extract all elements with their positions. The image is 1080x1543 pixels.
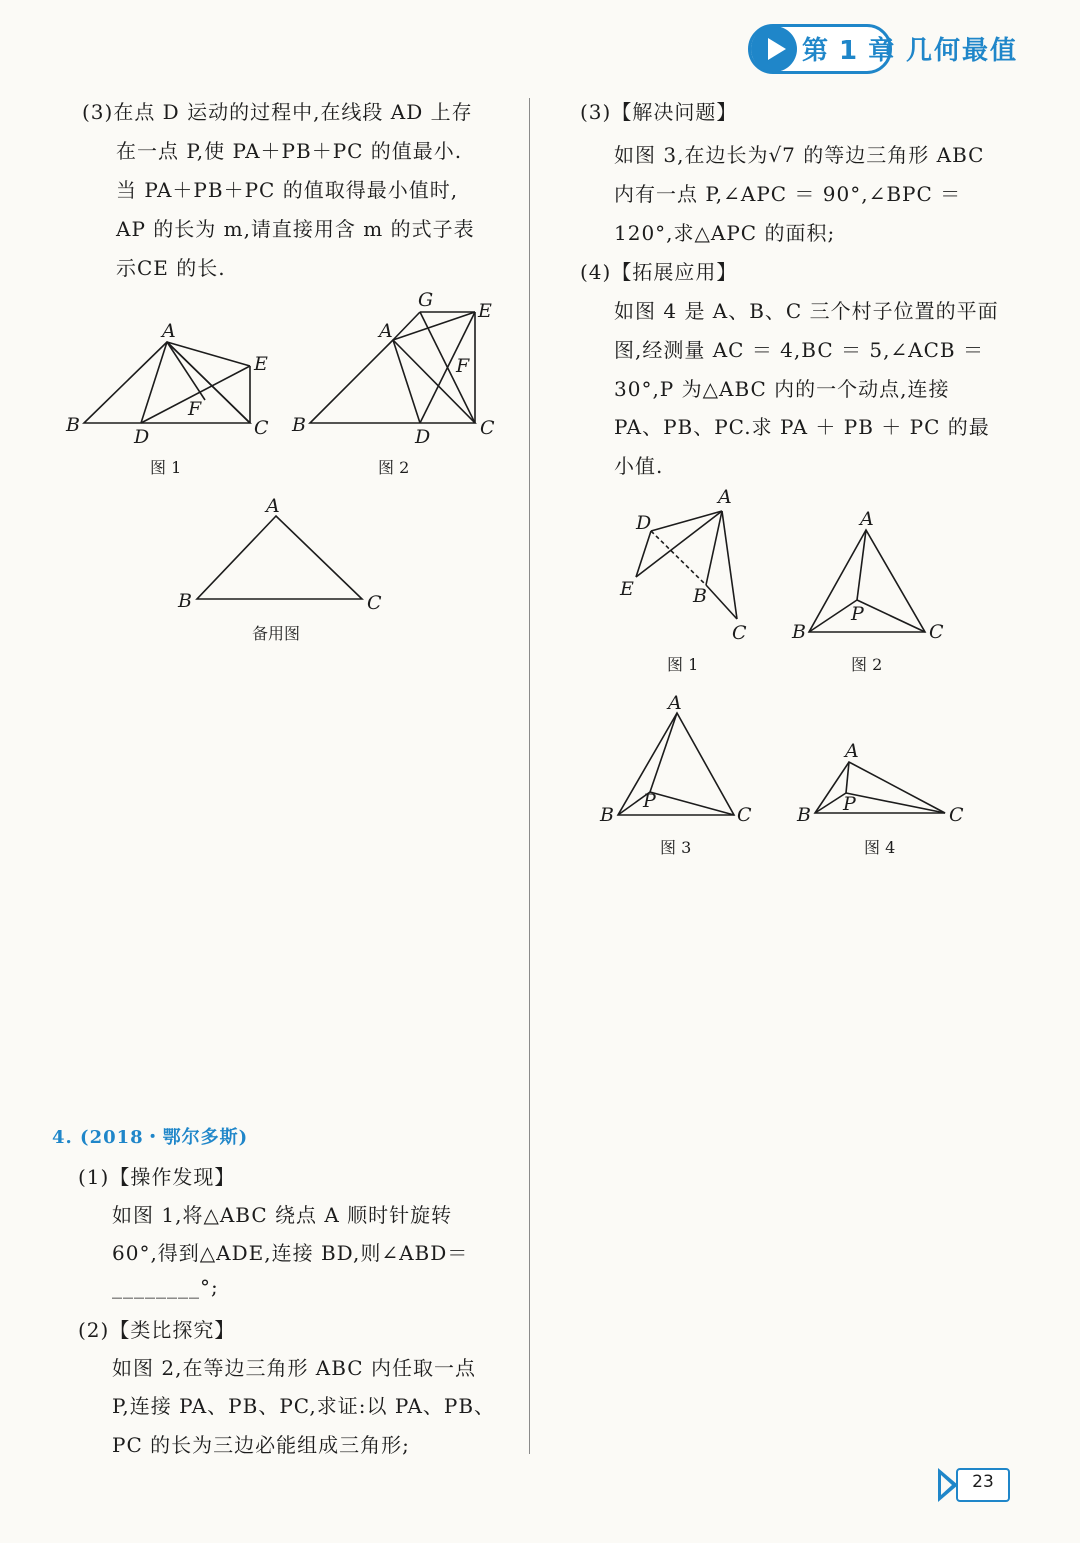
- rf2-seg-pc: [857, 600, 925, 632]
- rf2-seg-pa: [857, 530, 866, 600]
- fig1-seg-af: [167, 342, 205, 400]
- rf3-label: C: [737, 804, 752, 826]
- rf4-seg-pb: [815, 793, 846, 813]
- left-part3-line: 在一点 P,使 PA＋PB＋PC 的值最小.: [116, 139, 463, 163]
- rf1-seg-bc: [706, 585, 737, 619]
- spare-label: B: [178, 590, 192, 612]
- fig1-label: C: [254, 417, 269, 439]
- fig1-label: D: [134, 426, 150, 448]
- rf2-label: A: [860, 508, 874, 530]
- rf4-label: B: [797, 804, 811, 826]
- fig1-label: E: [254, 353, 268, 375]
- right-part4-line: 小值.: [614, 454, 664, 478]
- rf3-triangle-abc: [618, 713, 734, 815]
- right-part4-line: 图,经测量 AC ＝ 4,BC ＝ 5,∠ACB ＝: [614, 338, 984, 362]
- fig2-seg-ag: [393, 312, 420, 340]
- rf1-label: A: [718, 486, 732, 508]
- rf4-seg-pa: [846, 762, 849, 793]
- q4-part1-line: 如图 1,将△ABC 绕点 A 顺时针旋转: [112, 1203, 453, 1227]
- right-part4-line: 30°,P 为△ABC 内的一个动点,连接: [614, 377, 950, 401]
- rf4-label: C: [949, 804, 964, 826]
- left-part3-line: AP 的长为 m,请直接用含 m 的式子表: [116, 217, 475, 241]
- rf3-label: P: [643, 790, 656, 812]
- rf3-seg-pc: [650, 792, 734, 815]
- right-part3-line: 120°,求△APC 的面积;: [614, 221, 836, 245]
- right-part4-line: 如图 4 是 A、B、C 三个村子位置的平面: [614, 299, 999, 323]
- fig1-seg-ad: [141, 342, 167, 423]
- q4-part2-line: PC 的长为三边必能组成三角形;: [112, 1433, 410, 1457]
- rf1-caption: 图 1: [667, 655, 699, 674]
- right-part4-line: PA、PB、PC.求 PA ＋ PB ＋ PC 的最: [614, 415, 990, 439]
- rf1-label: B: [693, 585, 707, 607]
- rf2-triangle-abc: [809, 530, 925, 632]
- rf4-label: A: [845, 740, 859, 762]
- q4-part2-line: P,连接 PA、PB、PC,求证:以 PA、PB、: [112, 1394, 496, 1418]
- rf1-seg-ac: [722, 511, 737, 619]
- question-4-heading: 4. (2018・鄂尔多斯): [52, 1127, 249, 1148]
- chapter-title: 几何最值: [906, 36, 1019, 66]
- rf2-label: C: [929, 621, 944, 643]
- rf1-label: D: [636, 512, 652, 534]
- fig2-label: G: [418, 289, 434, 311]
- fig2-label: E: [478, 300, 492, 322]
- fig2-label: A: [379, 320, 393, 342]
- right-part3-line: 如图 3,在边长为√7 的等边三角形 ABC: [614, 143, 985, 167]
- rf2-caption: 图 2: [851, 655, 883, 674]
- fig1-label: B: [66, 414, 80, 436]
- rf4-seg-pc: [846, 793, 945, 813]
- rf2-label: P: [851, 603, 864, 625]
- rf3-label: A: [668, 692, 682, 714]
- q4-part1-title: (1)【操作发现】: [78, 1165, 236, 1189]
- rf4-caption: 图 4: [864, 838, 896, 857]
- rf4-label: P: [843, 793, 856, 815]
- rf1-seg-db-dashed: [651, 531, 706, 585]
- fig2-seg-ad: [393, 340, 420, 423]
- fig1-label: A: [162, 320, 176, 342]
- fig2-label: B: [292, 414, 306, 436]
- play-icon: [751, 26, 797, 72]
- left-part3-line: 示CE 的长.: [116, 256, 226, 280]
- spare-caption: 备用图: [252, 624, 301, 643]
- fig2-label: F: [456, 355, 470, 377]
- q4-part2-line: 如图 2,在等边三角形 ABC 内任取一点: [112, 1356, 476, 1380]
- fig1-seg-ae: [167, 342, 250, 366]
- rf1-seg-de: [636, 531, 651, 577]
- right-part4-title: (4)【拓展应用】: [580, 260, 738, 284]
- right-part3-title: (3)【解决问题】: [580, 100, 738, 124]
- page-number: 23: [972, 1472, 994, 1492]
- rf2-label: B: [792, 621, 806, 643]
- fig2-triangle-abc: [310, 340, 475, 423]
- rf3-seg-pa: [650, 713, 677, 792]
- rf1-label: E: [620, 578, 634, 600]
- rf2-seg-pb: [809, 600, 857, 632]
- rf1-label: C: [732, 622, 747, 644]
- fig2-caption: 图 2: [378, 458, 410, 477]
- fig2-label: D: [415, 426, 431, 448]
- q4-part2-title: (2)【类比探究】: [78, 1318, 236, 1342]
- rf1-seg-ab: [706, 511, 722, 585]
- spare-label: A: [266, 495, 280, 517]
- spare-label: C: [367, 592, 382, 614]
- column-divider: [529, 98, 530, 1454]
- q4-part1-line: 60°,得到△ADE,连接 BD,则∠ABD＝: [112, 1241, 469, 1265]
- left-part3-line: 当 PA＋PB＋PC 的值取得最小值时,: [116, 178, 459, 202]
- page-arrow-inner: [941, 1475, 952, 1495]
- fig1-seg-ac-inner: [167, 342, 250, 423]
- rf3-caption: 图 3: [660, 838, 692, 857]
- fig1-caption: 图 1: [150, 458, 182, 477]
- chapter-label: 第 1 章: [802, 36, 896, 66]
- fig1-label: F: [188, 398, 202, 420]
- fig2-label: C: [480, 417, 495, 439]
- rf3-label: B: [600, 804, 614, 826]
- spare-triangle-abc: [197, 516, 362, 599]
- q4-part1-line: ________°;: [112, 1275, 219, 1299]
- left-part3-line: (3)在点 D 运动的过程中,在线段 AD 上存: [82, 100, 473, 124]
- rf4-triangle-abc: [815, 762, 945, 813]
- rf1-seg-da: [651, 511, 722, 531]
- right-part3-line: 内有一点 P,∠APC ＝ 90°,∠BPC ＝: [614, 182, 962, 206]
- fig1-triangle-abc: [84, 342, 250, 423]
- fig2-seg-ae: [393, 312, 475, 340]
